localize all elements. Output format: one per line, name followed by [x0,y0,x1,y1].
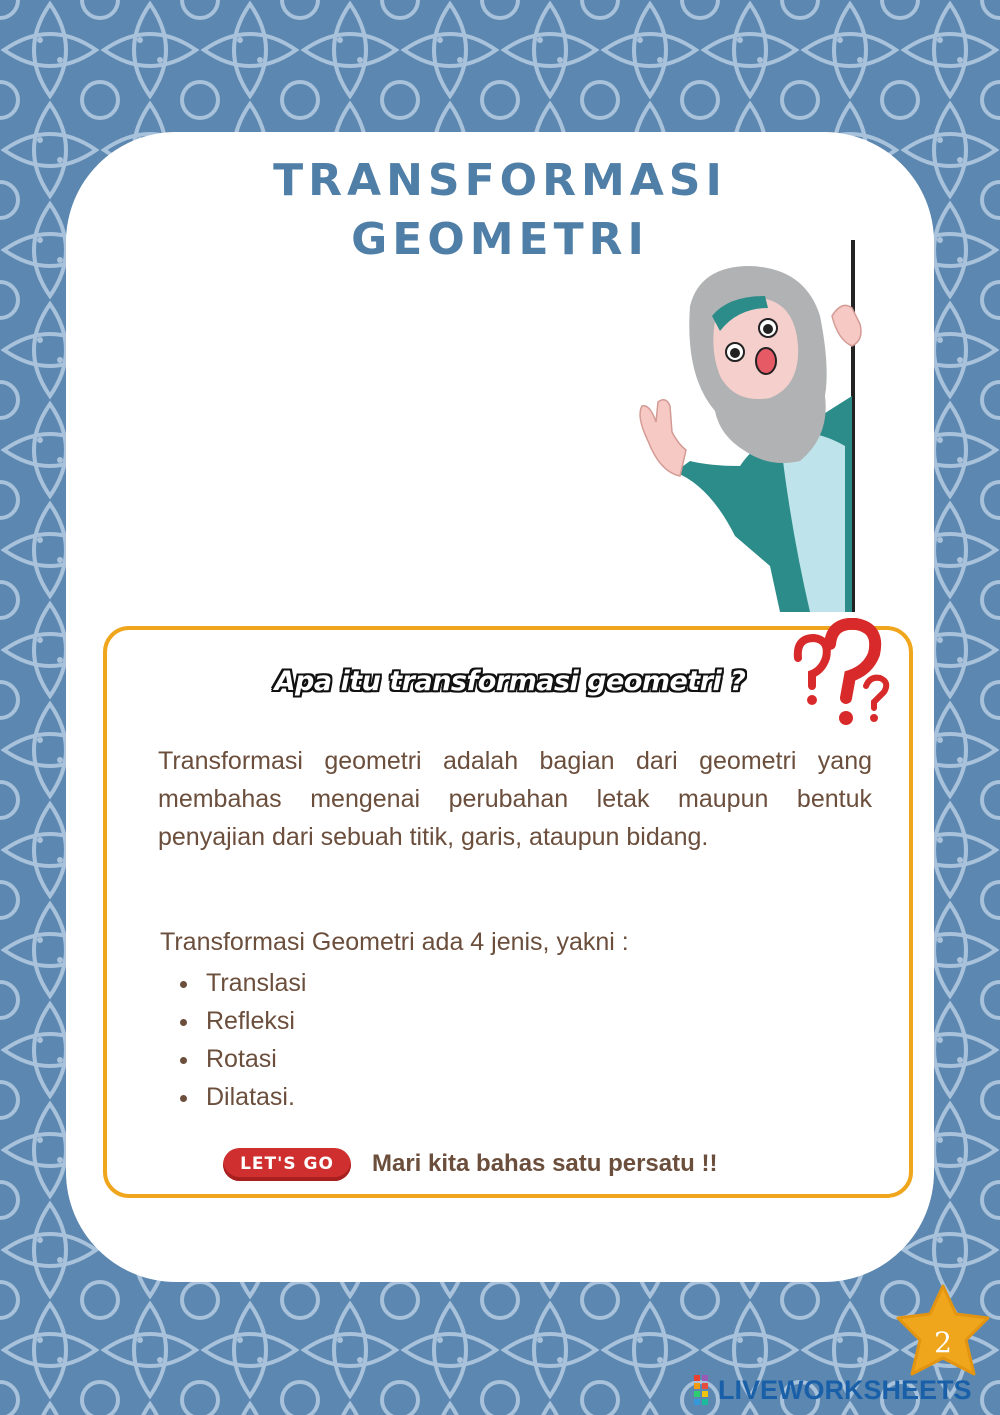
types-intro: Transformasi Geometri ada 4 jenis, yakni : [160,928,629,956]
question-marks-icon [780,618,895,728]
brand-name: LIVEWORKSHEETS [718,1374,972,1405]
transformation-types-list [178,964,307,1116]
liveworksheets-logo-icon [694,1375,716,1405]
page-title-line-2: GEOMETRI [351,214,649,265]
page-number: 2 [934,1326,952,1359]
list-item: Refleksi [178,1002,307,1040]
definition-paragraph: Transformasi geometri adalah bagian dari geometri yang membahas mengenai perubahan letak maupun bentuk penyajian dari sebuah titik, garis, ataupun bidang. [158,747,872,851]
call-to-action-text: Mari kita bahas satu persatu !! [372,1150,718,1177]
list-item: Translasi [178,964,307,1002]
liveworksheets-brand[interactable] [694,1374,972,1406]
page-title-line-1: TRANSFORMASI [273,155,727,206]
hijab-girl-illustration [620,236,870,616]
list-item: Dilatasi. [178,1078,307,1116]
list-item: Rotasi [178,1040,307,1078]
lets-go-button[interactable]: LET'S GO [223,1148,351,1181]
question-heading: Apa itu transformasi geometri ? [274,666,746,697]
